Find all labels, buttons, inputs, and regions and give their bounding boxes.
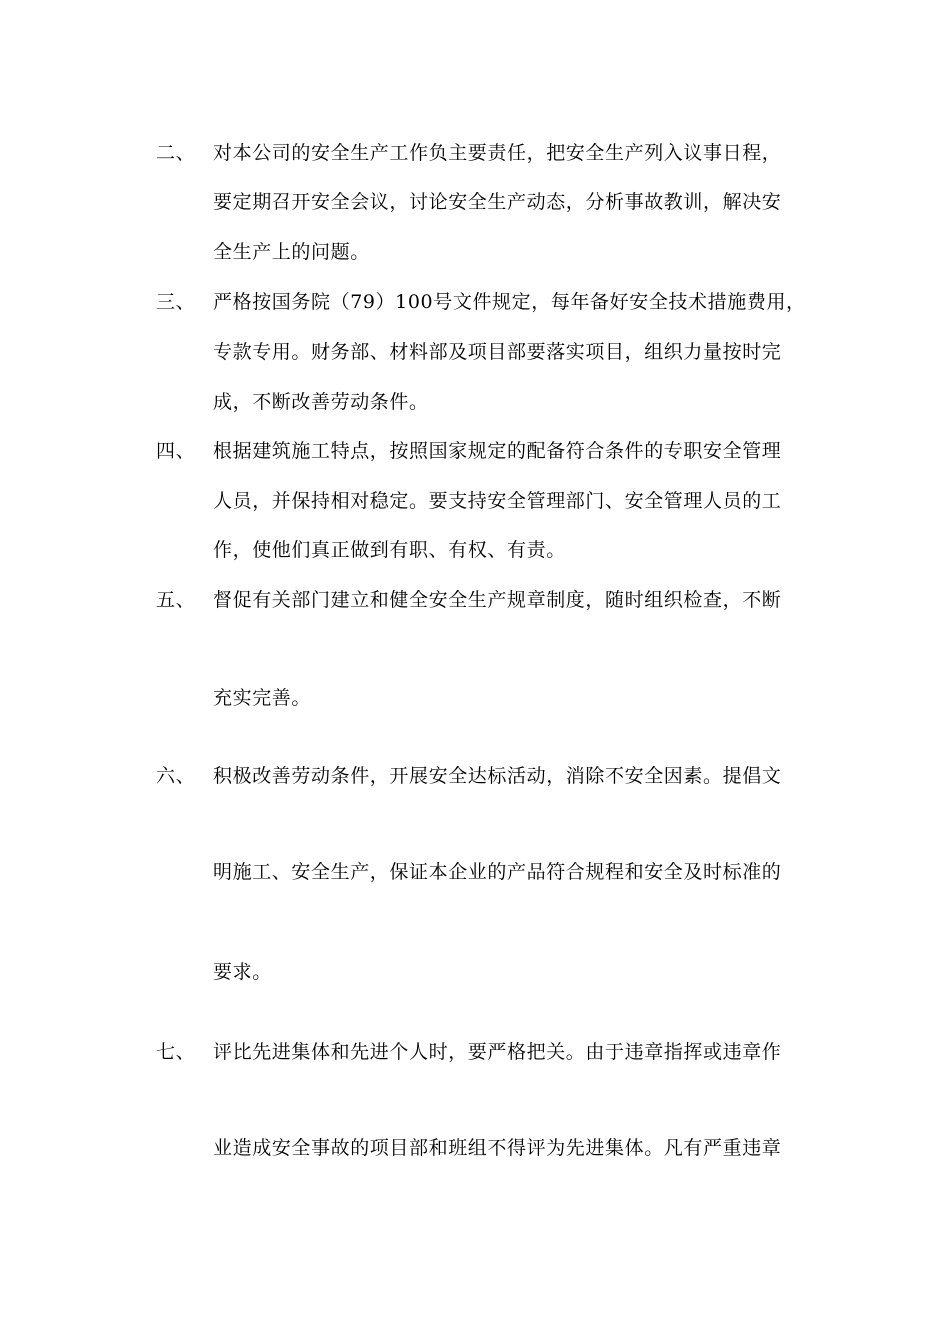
item-text-line: 人员，并保持相对稳定。要支持安全管理部门、安全管理人员的工 [213, 490, 782, 512]
item-text-line: 成，不断改善劳动条件。 [213, 391, 429, 413]
item-text-line: 全生产上的问题。 [213, 241, 370, 263]
item-text-line: 专款专用。财务部、材料部及项目部要落实项目，组织力量按时完 [213, 341, 782, 363]
item-text-line: 严格按国务院（79）100号文件规定，每年备好安全技术措施费用， [213, 291, 806, 313]
item-number: 七、 [156, 1041, 196, 1063]
item-text-line: 评比先进集体和先进个人时，要严格把关。由于违章指挥或违章作 [213, 1041, 782, 1063]
item-text-line: 根据建筑施工特点，按照国家规定的配备符合条件的专职安全管理 [213, 440, 782, 462]
item-text-line: 积极改善劳动条件，开展安全达标活动，消除不安全因素。提倡文 [213, 765, 782, 787]
item-text-line: 要求。 [213, 961, 272, 983]
item-number: 二、 [156, 142, 196, 164]
item-number: 四、 [156, 440, 196, 462]
item-number: 五、 [156, 589, 196, 611]
item-number: 六、 [156, 765, 196, 787]
item-text-line: 明施工、安全生产，保证本企业的产品符合规程和安全及时标准的 [213, 861, 782, 883]
item-number: 三、 [156, 291, 196, 313]
item-text-line: 要定期召开安全会议，讨论安全生产动态，分析事故教训，解决安 [213, 191, 782, 213]
item-text-line: 作，使他们真正做到有职、有权、有责。 [213, 539, 566, 561]
item-text-line: 业造成安全事故的项目部和班组不得评为先进集体。凡有严重违章 [213, 1137, 782, 1159]
item-text-line: 督促有关部门建立和健全安全生产规章制度，随时组织检查，不断 [213, 589, 782, 611]
item-text-line: 对本公司的安全生产工作负主要责任，把安全生产列入议事日程， [213, 142, 782, 164]
item-text-line: 充实完善。 [213, 687, 312, 709]
